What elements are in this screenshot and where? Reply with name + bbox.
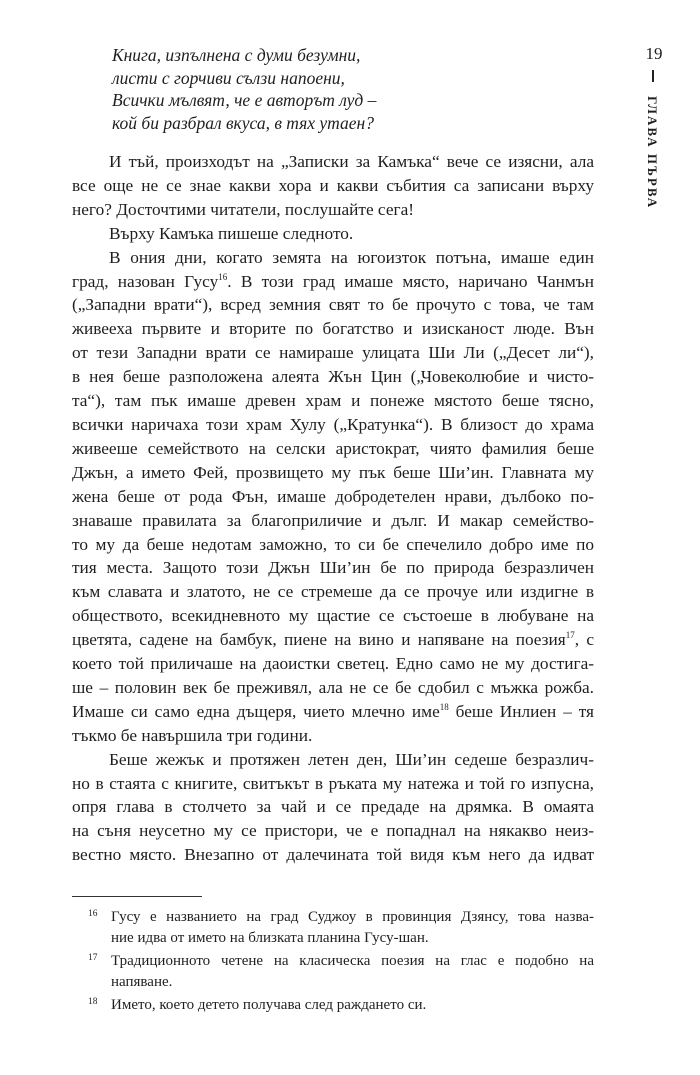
text-line: обществото, всекидневното му щастие се състоеше в любуване на bbox=[72, 606, 594, 626]
text-line: И тъй, произходът на „Записки за Камъка“ вече се изясни, ала bbox=[109, 152, 594, 171]
text-line bbox=[72, 700, 594, 724]
poem-line: Книга, изпълнена с думи безумни, bbox=[112, 45, 361, 65]
text-line: всички наричаха този храм Хулу („Кратунка“). В близост до храма bbox=[72, 414, 594, 434]
text-line: но в стаята с книгите, свитъкът в ръката му натежа и той го изпусна, bbox=[72, 773, 594, 793]
poem-line: Всички мълвят, че е авторът луд – bbox=[112, 90, 377, 110]
footnote bbox=[72, 907, 594, 948]
running-head: ГЛАВА ПЪРВА bbox=[645, 96, 660, 210]
text-line: В ония дни, когато земята на югоизток потъна, имаше един bbox=[109, 247, 594, 267]
text-line: в нея беше разположена алеята Жън Цин („Човеколюбие и чисто- bbox=[72, 367, 594, 387]
paragraph bbox=[72, 748, 594, 868]
poem-line: листи с горчиви сълзи напоени, bbox=[112, 67, 345, 88]
text-line: вестно място. Внезапно от далечината той видя към него да идват bbox=[72, 845, 594, 865]
text-line: от тези Западни врати се намираше улицата Ши Ли („Десет ли“), bbox=[72, 343, 594, 363]
text-line: живееше семейството на селски аристократ, чиято фамилия беше bbox=[72, 438, 594, 458]
footnote-ref[interactable]: 17 bbox=[565, 630, 575, 641]
text-fragment: . В този град имаше място, наричано Чанмън bbox=[227, 271, 595, 291]
text-fragment: цветята, садене на бамбук, пиене на вино и напяване на поезия bbox=[72, 630, 566, 650]
text-line: Беше жежък и протяжен летен ден, Ши’ин седеше безразлич- bbox=[109, 749, 594, 769]
text-line: Джън, а името Фей, прозвището му пък беше Ши’ин. Главната му bbox=[72, 462, 594, 482]
footnote-line: Името, което детето получава след раждането си. bbox=[111, 997, 427, 1013]
main-text bbox=[72, 150, 594, 867]
footnotes bbox=[72, 907, 594, 1019]
text-line: опря глава в столчето за чай и се предаде на дрямка. В омаята bbox=[72, 797, 594, 817]
footnote-line: напяване. bbox=[111, 973, 173, 990]
text-line: тия места. Защото този Джън Ши’ин бе по природа безразличен bbox=[72, 558, 594, 578]
footnote-ref[interactable]: 18 bbox=[439, 701, 449, 712]
text-line: на съня неусетно му се пристори, че е попаднал на някакво неиз- bbox=[72, 821, 594, 841]
footnote-separator bbox=[72, 896, 202, 897]
text-fragment: , с bbox=[574, 630, 595, 650]
text-line: тъкмо бе навършила три години. bbox=[72, 725, 313, 745]
page-number: 19 bbox=[645, 44, 663, 63]
text-line: ше – половин век бе преживял, ала не се бе сдобил с мъжка рожба. bbox=[72, 677, 594, 697]
text-line: та“), там пък имаше древен храм и понеже мястото беше тясно, bbox=[72, 391, 594, 411]
text-line bbox=[72, 628, 594, 652]
footnote-number: 17 bbox=[88, 953, 98, 963]
epigraph-poem bbox=[112, 44, 376, 134]
text-line: което той приличаше на даоистки светец. Едно само не му достига- bbox=[72, 654, 594, 674]
footnote-line: Гусу е названието на град Суджоу в провинция Дзянсу, това назва- bbox=[111, 909, 594, 925]
text-line: все още не се знае какви хора и какви събития са записани върху bbox=[72, 175, 594, 195]
header-rule bbox=[652, 70, 654, 82]
text-fragment: град, назован Гусу bbox=[72, 271, 219, 291]
text-fragment: Имаше си само една дъщеря, чието млечно име bbox=[72, 701, 440, 721]
paragraph bbox=[72, 222, 594, 246]
paragraph bbox=[72, 150, 594, 222]
text-line: то му да беше недотам заможно, то си бе спечелило добро име по bbox=[72, 534, 594, 554]
paragraph bbox=[72, 246, 594, 748]
footnote-line: ние идва от името на близката планина Гусу-шан. bbox=[111, 929, 429, 946]
text-fragment: беше Инлиен – тя bbox=[448, 701, 594, 721]
footnote-ref[interactable]: 16 bbox=[218, 271, 228, 282]
text-line: Върху Камъка пишеше следното. bbox=[109, 223, 354, 243]
footnote bbox=[72, 995, 594, 1016]
poem-line: кой би разбрал вкуса, в тях утаен? bbox=[112, 112, 374, 133]
text-line: него? Досточтими читатели, послушайте сега! bbox=[72, 199, 414, 219]
text-line bbox=[72, 270, 594, 294]
text-line: жена беше от рода Фън, имаше добродетелен нрави, дълбоко по- bbox=[72, 486, 594, 506]
text-line: към славата и златото, не се стремеше да се прочуе или издигне в bbox=[72, 582, 594, 602]
footnote-number: 18 bbox=[88, 997, 98, 1007]
text-line: живееха първите и вторите по богатство и изисканост люде. Вън bbox=[72, 319, 594, 339]
footnote bbox=[72, 951, 594, 992]
text-line: („Западни врати“), всред земния свят то бе прочуто с това, че там bbox=[72, 295, 594, 315]
footnote-line: Традиционното четене на класическа поезия на глас е подобно на bbox=[111, 953, 594, 969]
text-line: знаваше правилата за благоприличие и дълг. И макар семейство- bbox=[72, 510, 594, 530]
footnote-number: 16 bbox=[88, 909, 98, 919]
